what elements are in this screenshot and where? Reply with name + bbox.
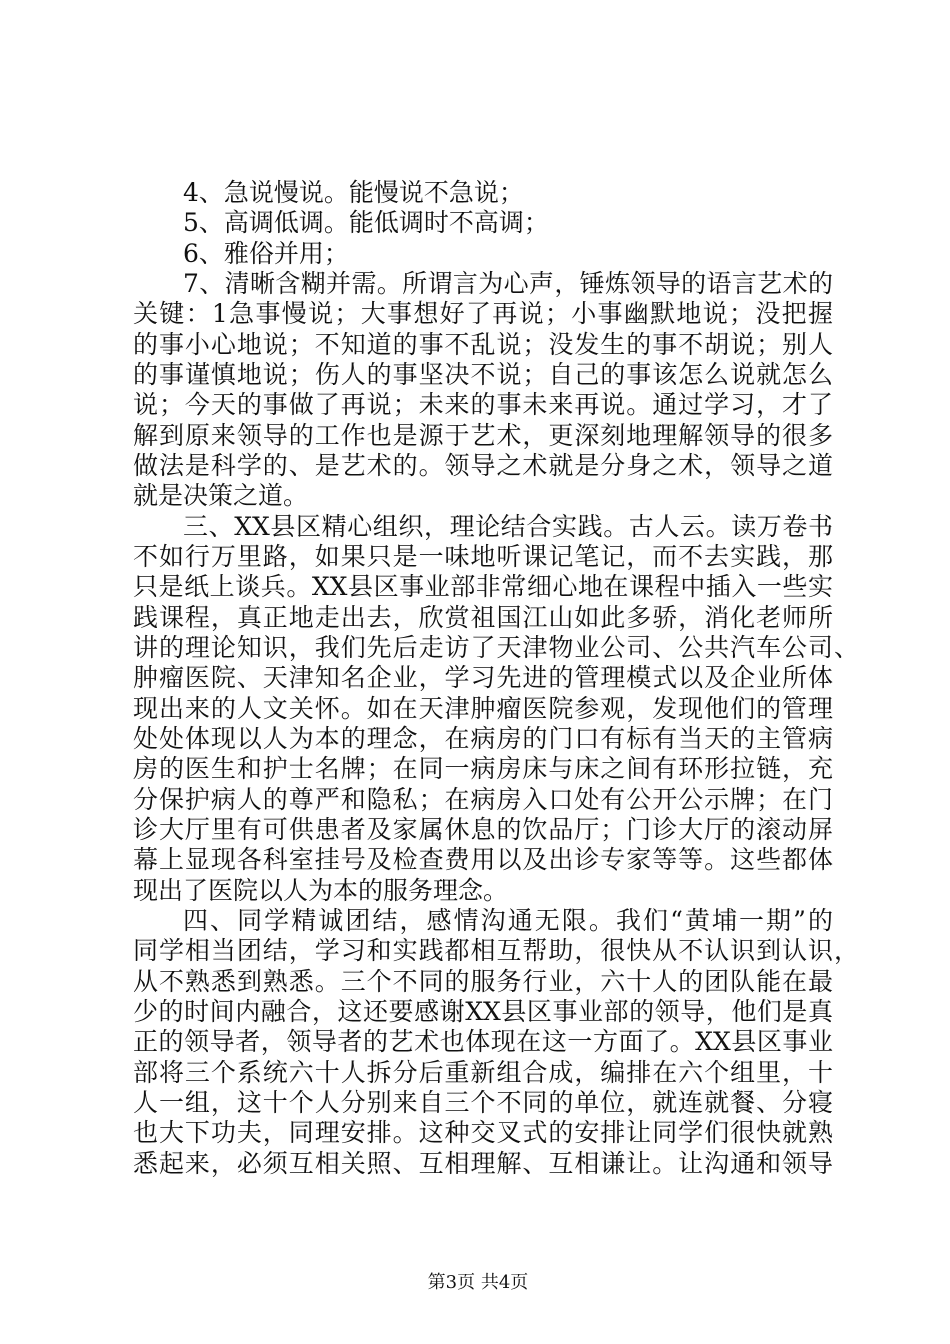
text-line: 三、XX县区精心组织，理论结合实践。古人云。读万卷书 [183, 511, 833, 541]
text-line: 诊大厅里有可供患者及家属休息的饮品厅；门诊大厅的滚动屏 [133, 814, 833, 844]
text-line: 少的时间内融合，这还要感谢XX县区事业部的领导，他们是真 [133, 996, 833, 1026]
text-line: 同学相当团结，学习和实践都相互帮助，很快从不认识到认识， [133, 936, 859, 966]
document-body [133, 178, 859, 1179]
paragraph-item-6 [133, 239, 833, 269]
page-footer [0, 1271, 950, 1295]
text-line: 悉起来，必须互相关照、互相理解、互相谦让。让沟通和领导 [133, 1148, 833, 1178]
paragraph-section-3 [133, 511, 859, 906]
text-line: 解到原来领导的工作也是源于艺术，更深刻地理解领导的很多 [133, 420, 833, 450]
text-line: 4、急说慢说。能慢说不急说； [183, 178, 524, 207]
text-line: 践课程，真正地走出去，欣赏祖国江山如此多骄，消化老师所 [133, 602, 833, 632]
text-line: 的事谨慎地说；伤人的事坚决不说；自己的事该怎么说就怎么 [133, 359, 833, 389]
text-line: 肿瘤医院、天津知名企业，学习先进的管理模式以及企业所体 [133, 663, 833, 693]
text-line: 部将三个系统六十人拆分后重新组合成，编排在六个组里，十 [133, 1057, 833, 1087]
text-line: 人一组，这十个人分别来自三个不同的单位，就连就餐、分寝 [133, 1087, 833, 1117]
text-line: 分保护病人的尊严和隐私；在病房入口处有公开公示牌；在门 [133, 784, 833, 814]
text-line: 6、雅俗并用； [183, 238, 349, 268]
text-line: 正的领导者，领导者的艺术也体现在这一方面了。XX县区事业 [133, 1027, 833, 1057]
text-line: 的事小心地说；不知道的事不乱说；没发生的事不胡说；别人 [133, 329, 833, 359]
text-line: 房的医生和护士名牌；在同一病房床与床之间有环形拉链，充 [133, 754, 833, 784]
paragraph-item-7 [133, 269, 833, 512]
text-line: 从不熟悉到熟悉。三个不同的服务行业，六十人的团队能在最 [133, 966, 833, 996]
text-line: 不如行万里路，如果只是一味地听课记笔记，而不去实践，那 [133, 541, 833, 571]
text-line: 就是决策之道。 [133, 481, 309, 511]
text-line: 讲的理论知识，我们先后走访了天津物业公司、公共汽车公司、 [133, 632, 859, 662]
text-line: 只是纸上谈兵。XX县区事业部非常细心地在课程中插入一些实 [133, 572, 833, 602]
text-line: 7、清晰含糊并需。所谓言为心声，锤炼领导的语言艺术的 [183, 268, 833, 298]
text-line: 处处体现以人为本的理念，在病房的门口有标有当天的主管病 [133, 723, 833, 753]
text-line: 关键：1急事慢说；大事想好了再说；小事幽默地说；没把握 [133, 299, 833, 329]
text-line: 也大下功夫，同理安排。这种交叉式的安排让同学们很快就熟 [133, 1118, 833, 1148]
text-line: 四、同学精诚团结，感情沟通无限。我们“黄埔一期”的 [183, 905, 833, 935]
text-line: 现出了医院以人为本的服务理念。 [133, 875, 509, 905]
text-line: 说；今天的事做了再说；未来的事未来再说。通过学习，才了 [133, 390, 833, 420]
paragraph-section-4 [133, 905, 859, 1179]
paragraph-item-4 [133, 178, 833, 208]
text-line: 幕上显现各科室挂号及检查费用以及出诊专家等等。这些都体 [133, 845, 833, 875]
text-line: 5、高调低调。能低调时不高调； [183, 208, 549, 238]
paragraph-item-5 [133, 208, 833, 238]
text-line: 做法是科学的、是艺术的。领导之术就是分身之术，领导之道 [133, 450, 833, 480]
text-line: 现出来的人文关怀。如在天津肿瘤医院参观，发现他们的管理 [133, 693, 833, 723]
page-number-label: 第3页 共4页 [427, 1272, 529, 1293]
